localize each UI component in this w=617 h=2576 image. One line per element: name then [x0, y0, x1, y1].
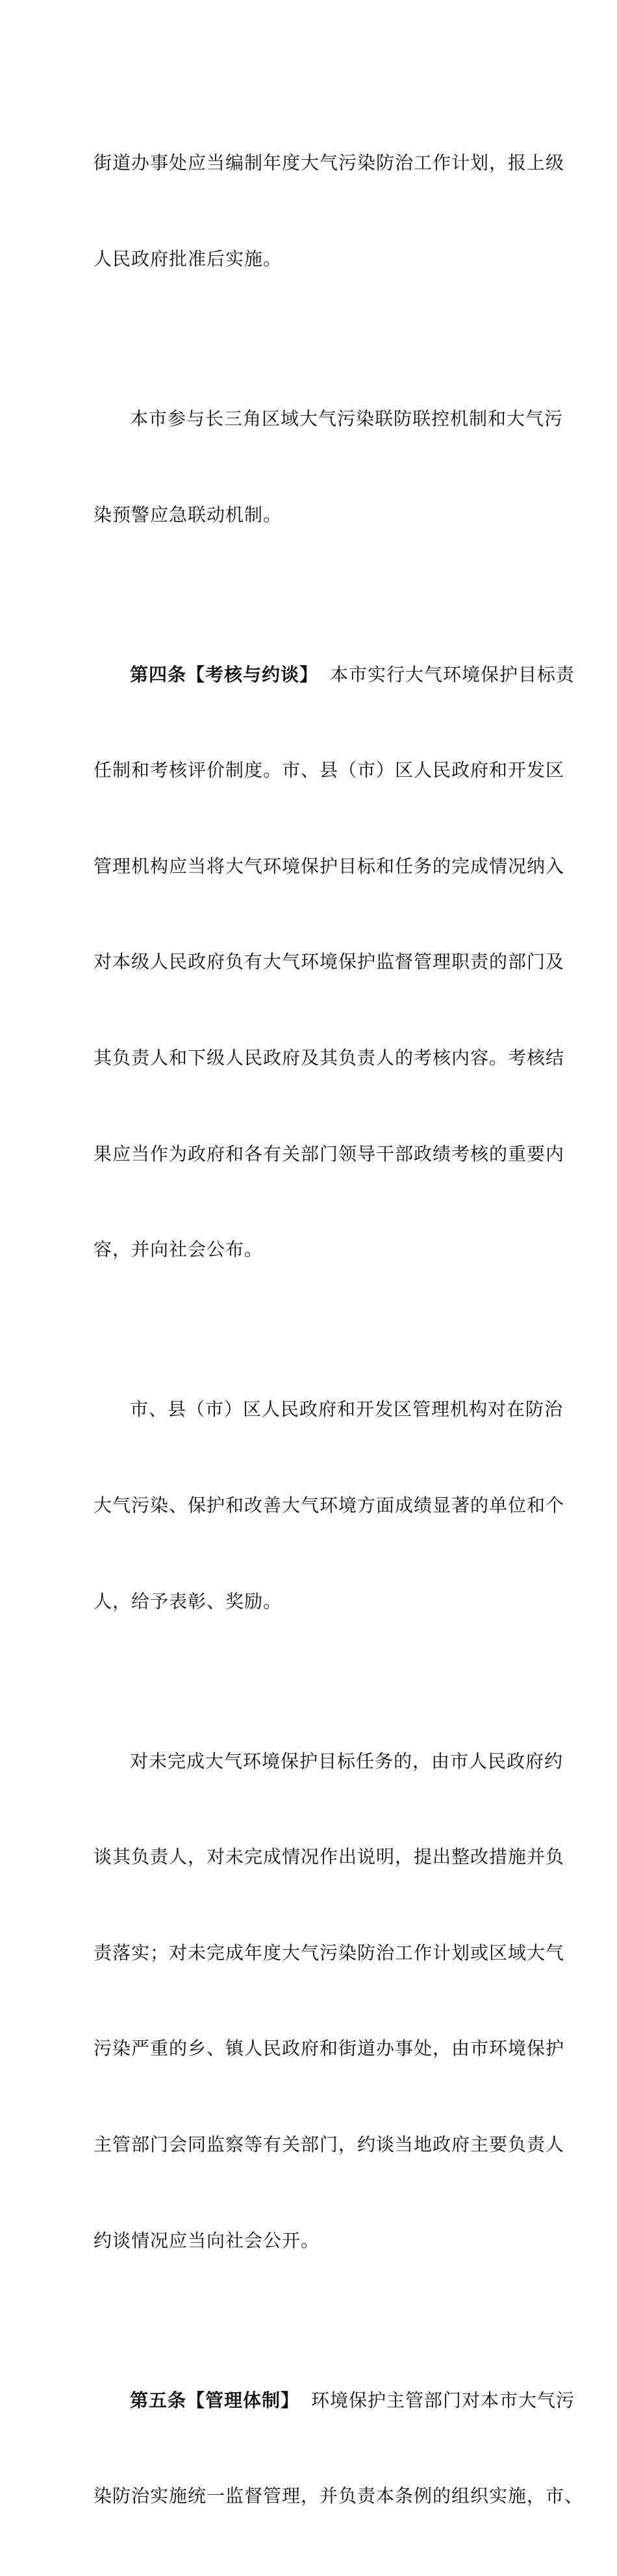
article-4-first-line: 本市实行大气环境保护目标责 — [330, 663, 575, 685]
text-line — [94, 659, 575, 690]
text-line: 染预警应急联动机制。 — [94, 503, 283, 525]
article-4-paragraph — [94, 594, 575, 1330]
text-line: 容，并向社会公布。 — [94, 1239, 264, 1261]
text-line: 责落实；对未完成年度大气污染防治工作计划或区域大气 — [94, 1941, 565, 1964]
article-5-first-line: 环境保护主管部门对本市大气污 — [311, 2389, 575, 2411]
text-line: 对本级人民政府负有大气环境保护监督管理职责的部门及 — [94, 951, 565, 973]
text-line: 染防治实施统一监督管理，并负责本条例的组织实施，市、 — [94, 2485, 584, 2507]
text-line — [94, 2384, 575, 2416]
text-line: 污染严重的乡、镇人民政府和街道办事处，由市环境保护 — [94, 2038, 565, 2060]
text-line: 大气污染、保护和改善大气环境方面成绩显著的单位和个 — [94, 1494, 565, 1516]
text-line: 市、县（市）区人民政府和开发区管理机构对在防治 — [130, 1398, 564, 1421]
text-line: 本市参与长三角区域大气污染联防联控机制和大气污 — [130, 408, 564, 430]
text-line: 任制和考核评价制度。市、县（市）区人民政府和开发区 — [94, 759, 565, 781]
text-line: 人，给予表彰、奖励。 — [94, 1590, 283, 1612]
document-body — [94, 83, 584, 2576]
text-line: 对未完成大气环境保护目标任务的，由市人民政府约 — [130, 1750, 564, 1772]
article-4-heading: 第四条【考核与约谈】 — [130, 663, 319, 685]
text-line: 谈其负责人，对未完成情况作出说明，提出整改措施并负 — [94, 1846, 565, 1868]
text-line: 主管部门会同监察等有关部门，约谈当地政府主要负责人 — [94, 2134, 565, 2155]
text-line: 约谈情况应当向社会公开。 — [94, 2229, 320, 2251]
paragraph-commendation — [94, 1330, 565, 1681]
text-line: 果应当作为政府和各有关部门领导干部政绩考核的重要内 — [94, 1143, 565, 1165]
paragraph-plan — [94, 83, 565, 339]
text-line: 其负责人和下级人民政府及其负责人的考核内容。考核结 — [94, 1047, 565, 1069]
article-5-heading: 第五条【管理体制】 — [130, 2389, 300, 2411]
text-line: 管理机构应当将大气环境保护目标和任务的完成情况纳入 — [94, 855, 565, 877]
text-line: 街道办事处应当编制年度大气污染防治工作计划，报上级 — [94, 152, 565, 174]
text-line: 人民政府批准后实施。 — [94, 248, 283, 270]
paragraph-interview — [94, 1681, 565, 2320]
article-5-paragraph — [94, 2320, 584, 2576]
paragraph-regional-mechanism — [94, 339, 564, 595]
